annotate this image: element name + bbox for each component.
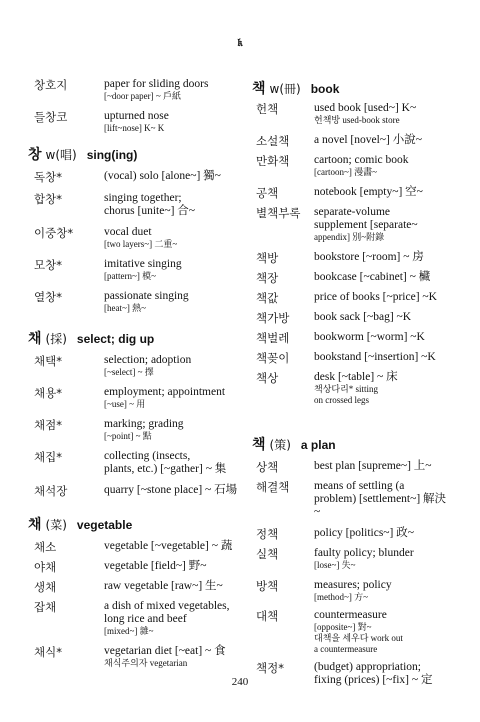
- dictionary-entry: [28, 354, 238, 378]
- entry-definition: [104, 386, 238, 410]
- dictionary-entry: [28, 645, 238, 669]
- entry-definition: [314, 271, 452, 284]
- entry-headword: 채집*: [34, 450, 62, 464]
- dictionary-entry: [28, 258, 238, 282]
- dictionary-entry: [252, 154, 452, 178]
- right-column: [252, 78, 452, 687]
- entry-definition: [104, 110, 238, 134]
- definition-note: [pattern~] 模~: [104, 271, 156, 281]
- entry-headword: 생채: [34, 580, 57, 594]
- entry-headword: 잡채: [34, 600, 57, 614]
- definition-note: [mixed~] 雜~: [104, 626, 154, 636]
- definition-line: bookworm [~worm] ~K: [314, 331, 425, 343]
- section-heading: [28, 328, 238, 348]
- heading-hanja: (菜): [45, 518, 67, 532]
- definition-line: (budget) appropriation;: [314, 661, 421, 673]
- heading-hanja: (策): [269, 438, 291, 452]
- entry-headword: 정책: [256, 527, 279, 541]
- definition-line: a dish of mixed vegetables,: [104, 600, 230, 612]
- dictionary-entry: [28, 580, 238, 594]
- definition-line: cartoon; comic book: [314, 154, 409, 166]
- definition-line: upturned nose: [104, 110, 169, 122]
- definition-line: a novel [novel~] 小說~: [314, 134, 422, 146]
- entry-definition: [104, 645, 238, 669]
- definition-note: 헌책방 used-book store: [314, 115, 400, 125]
- entry-definition: [314, 154, 452, 178]
- entry-definition: [314, 102, 452, 126]
- entry-headword: 이중창*: [34, 226, 74, 240]
- section-heading: [28, 514, 238, 534]
- entry-headword: 채식*: [34, 645, 62, 659]
- dictionary-entry: [252, 527, 452, 541]
- definition-line: fixing (prices) [~fix] ~ 定: [314, 674, 433, 686]
- definition-line: chorus [unite~] 合~: [104, 205, 196, 217]
- section-heading: [252, 434, 452, 454]
- definition-line: paper for sliding doors: [104, 78, 209, 90]
- entry-definition: [104, 78, 238, 102]
- entry-headword: 채점*: [34, 418, 62, 432]
- entry-definition: [104, 226, 238, 250]
- definition-note: [~use] ~ 用: [104, 399, 146, 409]
- heading-gloss: select; dig up: [76, 332, 155, 346]
- left-column: [28, 78, 238, 669]
- definition-line: means of settling (a: [314, 480, 405, 492]
- definition-note: [two layers~] 二重~: [104, 239, 178, 249]
- entry-headword: 공책: [256, 186, 279, 200]
- entry-definition: [104, 418, 238, 442]
- dictionary-entry: [252, 351, 452, 365]
- dictionary-entry: [28, 450, 238, 476]
- dictionary-entry: [28, 226, 238, 250]
- dictionary-entry: [28, 110, 238, 134]
- definition-line: imitative singing: [104, 258, 182, 270]
- entry-definition: [104, 290, 238, 314]
- definition-note: [~door paper] ~ 戶紙: [104, 91, 181, 101]
- entry-headword: 열창*: [34, 290, 62, 304]
- definition-line: price of books [~price] ~K: [314, 291, 437, 303]
- entry-definition: [314, 331, 452, 344]
- dictionary-entry: [252, 251, 452, 265]
- definition-note: on crossed legs: [314, 395, 369, 405]
- definition-line: measures; policy: [314, 579, 392, 591]
- entry-definition: [104, 450, 238, 476]
- page-header-mark: 𝔨: [237, 36, 243, 49]
- entry-headword: 책방: [256, 251, 279, 265]
- definition-note: [lose~] 失~: [314, 560, 356, 570]
- entry-headword: 채석장: [34, 484, 68, 498]
- definition-line: bookstore [~room] ~ 房: [314, 251, 424, 263]
- dictionary-entry: [28, 484, 238, 498]
- definition-note: [opposite~] 對~: [314, 622, 372, 632]
- entry-definition: [314, 251, 452, 264]
- heading-korean: 채: [28, 331, 42, 347]
- heading-korean: 창: [28, 147, 42, 163]
- entry-headword: 실책: [256, 547, 279, 561]
- entry-definition: [104, 170, 238, 183]
- entry-headword: 별책부록: [256, 206, 301, 220]
- dictionary-entry: [28, 600, 238, 637]
- dictionary-entry: [252, 186, 452, 200]
- definition-note: 책상다리* sitting: [314, 384, 379, 394]
- heading-gloss: vegetable: [76, 518, 133, 532]
- entry-headword: 책가방: [256, 311, 290, 325]
- entry-headword: 채용*: [34, 386, 62, 400]
- entry-headword: 책값: [256, 291, 279, 305]
- entry-definition: [104, 600, 238, 637]
- entry-headword: 책벌레: [256, 331, 290, 345]
- definition-line: notebook [empty~] 空~: [314, 186, 423, 198]
- definition-line: marking; grading: [104, 418, 184, 430]
- dictionary-entry: [28, 78, 238, 102]
- entry-headword: 독창*: [34, 170, 62, 184]
- entry-definition: [314, 609, 452, 655]
- entry-headword: 책장: [256, 271, 279, 285]
- definition-line: quarry [~stone place] ~ 石場: [104, 484, 238, 496]
- entry-definition: [104, 258, 238, 282]
- definition-line: singing together;: [104, 192, 182, 204]
- heading-hanja: w(唱): [45, 148, 77, 162]
- entry-headword: 만화책: [256, 154, 290, 168]
- definition-line: policy [politics~] 政~: [314, 527, 414, 539]
- entry-definition: [314, 311, 452, 324]
- definition-line: vegetable [~vegetable] ~ 蔬: [104, 540, 233, 552]
- entry-headword: 야채: [34, 560, 57, 574]
- entry-headword: 소설책: [256, 134, 290, 148]
- definition-note: [lift~nose] K~ K: [104, 123, 165, 133]
- definition-line: desk [~table] ~ 床: [314, 371, 398, 383]
- definition-note: [cartoon~] 漫畵~: [314, 167, 377, 177]
- definition-line: problem) [settlement~] 解決~: [314, 493, 447, 518]
- section-heading: [252, 78, 452, 98]
- entry-headword: 채택*: [34, 354, 62, 368]
- dictionary-entry: [252, 371, 452, 406]
- heading-gloss: book: [310, 82, 340, 96]
- definition-line: vegetable [field~] 野~: [104, 560, 207, 572]
- entry-definition: [104, 560, 238, 573]
- dictionary-entry: [252, 460, 452, 474]
- dictionary-entry: [252, 291, 452, 305]
- entry-definition: [314, 527, 452, 540]
- heading-korean: 채: [28, 517, 42, 533]
- definition-line: collecting (insects,: [104, 450, 191, 462]
- dictionary-entry: [28, 290, 238, 314]
- definition-note: [~select] ~ 擇: [104, 367, 154, 377]
- definition-note: 대책을 세우다 work out: [314, 633, 403, 643]
- definition-line: faulty policy; blunder: [314, 547, 414, 559]
- entry-headword: 들창코: [34, 110, 68, 124]
- entry-headword: 해결책: [256, 480, 290, 494]
- definition-line: used book [used~] K~: [314, 102, 417, 114]
- definition-line: raw vegetable [raw~] 生~: [104, 580, 223, 592]
- entry-headword: 책상: [256, 371, 279, 385]
- definition-line: employment; appointment: [104, 386, 226, 398]
- definition-line: countermeasure: [314, 609, 387, 621]
- dictionary-entry: [252, 331, 452, 345]
- dictionary-entry: [28, 170, 238, 184]
- dictionary-entry: [28, 386, 238, 410]
- entry-headword: 채소: [34, 540, 57, 554]
- definition-line: vocal duet: [104, 226, 152, 238]
- definition-line: vegetarian diet [~eat] ~ 食: [104, 645, 226, 657]
- dictionary-entry: [252, 609, 452, 655]
- section-heading: [28, 144, 238, 164]
- dictionary-entry: [28, 418, 238, 442]
- entry-definition: [314, 480, 452, 519]
- entry-headword: 모창*: [34, 258, 62, 272]
- entry-definition: [314, 579, 452, 603]
- dictionary-entry: [28, 540, 238, 554]
- definition-note: appendix] 別~附錄: [314, 232, 385, 242]
- heading-korean: 책: [252, 81, 266, 97]
- dictionary-entry: [252, 271, 452, 285]
- heading-hanja: (採): [45, 332, 67, 346]
- definition-line: book sack [~bag] ~K: [314, 311, 412, 323]
- entry-headword: 합창*: [34, 192, 62, 206]
- entry-definition: [314, 371, 452, 406]
- entry-definition: [104, 354, 238, 378]
- dictionary-entry: [28, 560, 238, 574]
- entry-headword: 상책: [256, 460, 279, 474]
- entry-headword: 책꽂이: [256, 351, 290, 365]
- heading-gloss: a plan: [300, 438, 336, 452]
- definition-line: best plan [supreme~] 上~: [314, 460, 432, 472]
- dictionary-entry: [28, 192, 238, 218]
- entry-definition: [104, 484, 238, 497]
- page-number: 240: [231, 676, 249, 688]
- entry-definition: [104, 192, 238, 218]
- entry-definition: [314, 186, 452, 199]
- entry-definition: [314, 291, 452, 304]
- entry-definition: [314, 351, 452, 364]
- heading-hanja: w(冊): [269, 82, 301, 96]
- entry-headword: 헌책: [256, 102, 279, 116]
- entry-definition: [104, 540, 238, 553]
- definition-line: bookstand [~insertion] ~K: [314, 351, 436, 363]
- entry-headword: 책정*: [256, 661, 284, 675]
- entry-definition: [104, 580, 238, 593]
- entry-definition: [314, 206, 452, 243]
- entry-definition: [314, 460, 452, 473]
- definition-note: [heat~] 熱~: [104, 303, 146, 313]
- definition-note: 채식주의자 vegetarian: [104, 658, 188, 668]
- dictionary-entry: [252, 311, 452, 325]
- definition-line: supplement [separate~: [314, 219, 418, 231]
- definition-line: (vocal) solo [alone~] 獨~: [104, 170, 221, 182]
- entry-headword: 대책: [256, 609, 279, 623]
- entry-definition: [314, 547, 452, 571]
- dictionary-entry: [252, 206, 452, 243]
- dictionary-entry: [252, 480, 452, 519]
- definition-line: bookcase [~cabinet] ~ 欌: [314, 271, 431, 283]
- entry-definition: [314, 134, 452, 147]
- definition-note: [~point] ~ 點: [104, 431, 152, 441]
- definition-note: [method~] 方~: [314, 592, 368, 602]
- dictionary-entry: [252, 102, 452, 126]
- definition-line: selection; adoption: [104, 354, 192, 366]
- definition-line: plants, etc.) [~gather] ~ 集: [104, 463, 227, 475]
- dictionary-entry: [252, 579, 452, 603]
- heading-gloss: sing(ing): [86, 148, 138, 162]
- entry-headword: 방책: [256, 579, 279, 593]
- definition-line: long rice and beef: [104, 613, 187, 625]
- definition-line: passionate singing: [104, 290, 189, 302]
- entry-headword: 창호지: [34, 78, 68, 92]
- heading-korean: 책: [252, 437, 266, 453]
- definition-line: separate-volume: [314, 206, 390, 218]
- dictionary-entry: [252, 134, 452, 148]
- dictionary-entry: [252, 547, 452, 571]
- definition-note: a countermeasure: [314, 644, 378, 654]
